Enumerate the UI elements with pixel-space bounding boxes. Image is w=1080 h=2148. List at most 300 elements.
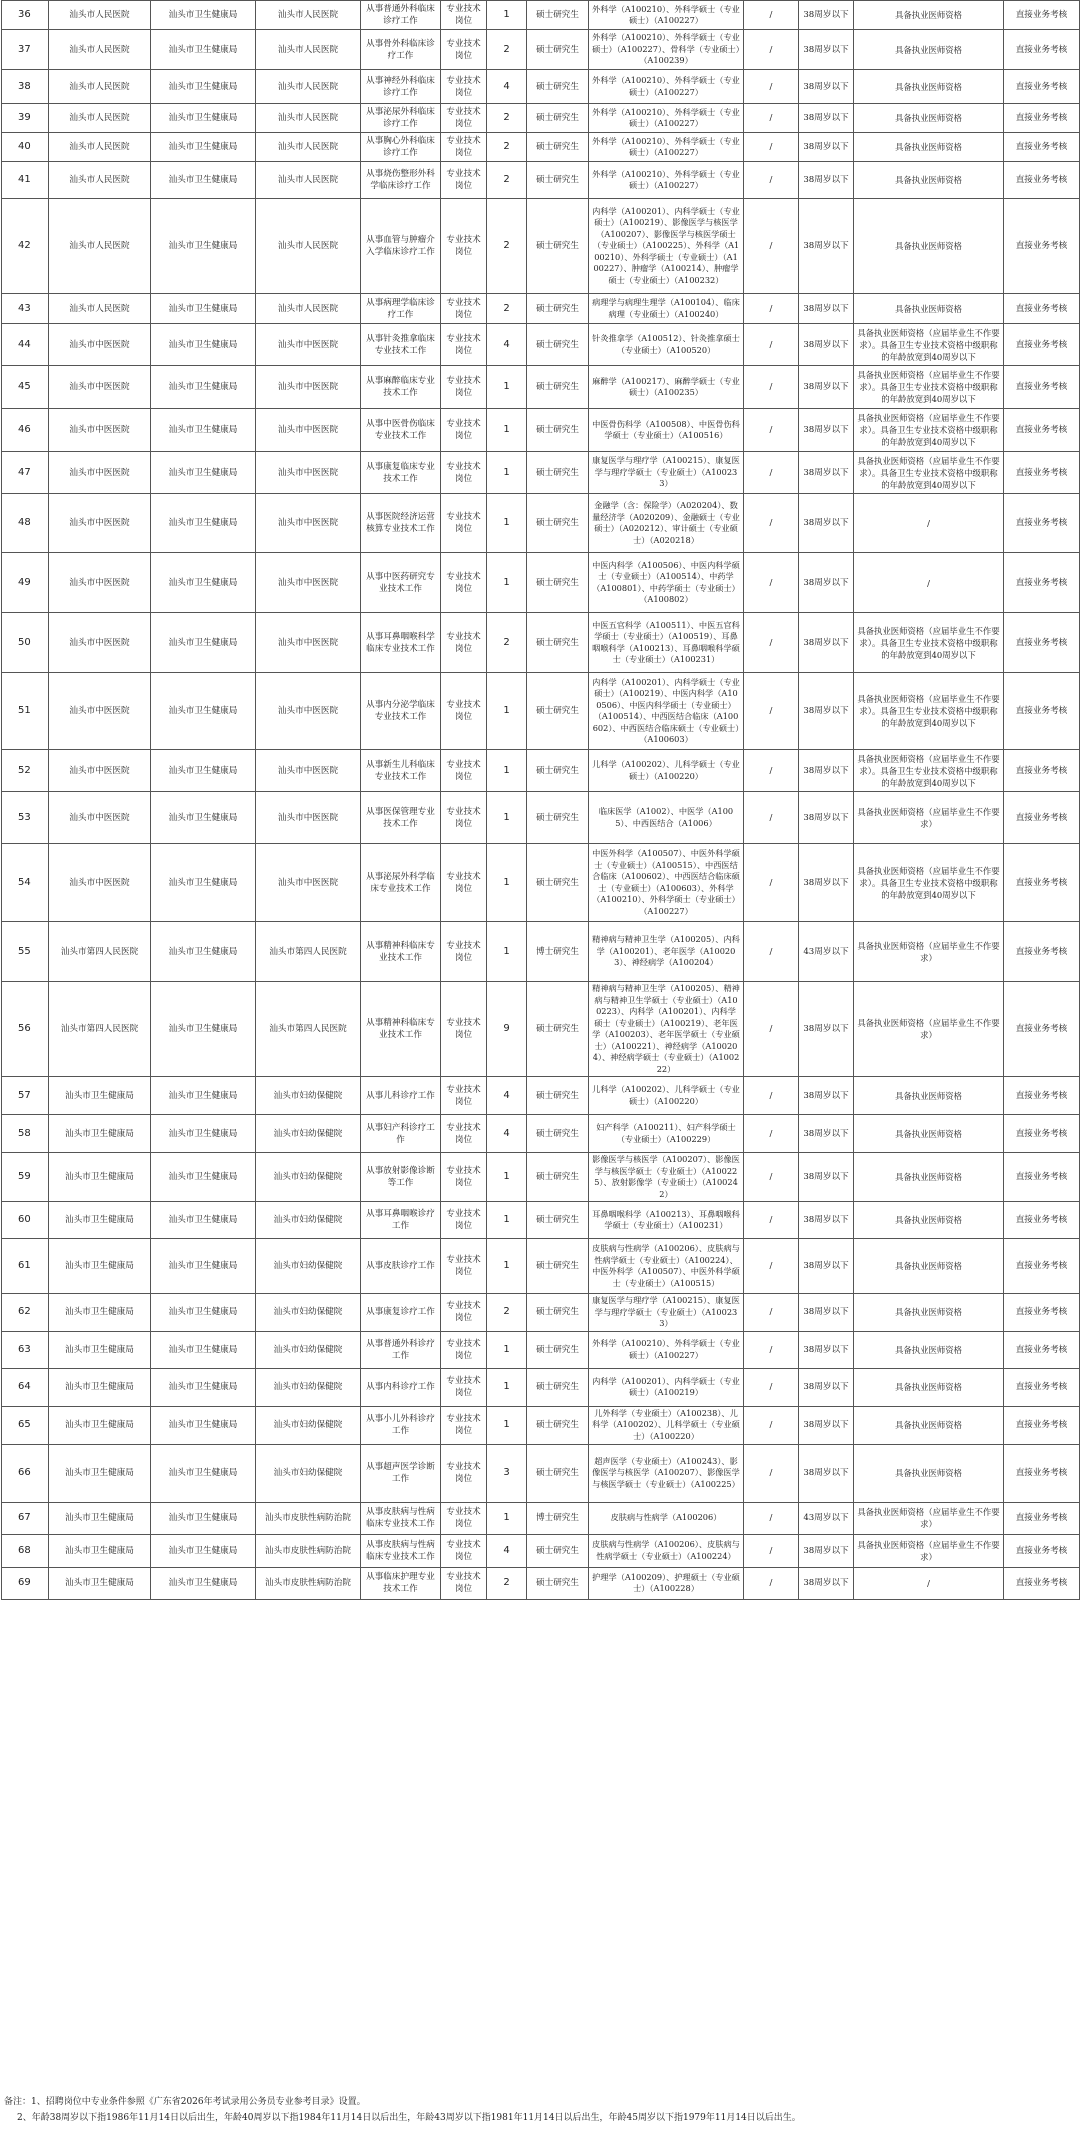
age-cell: 38周岁以下 — [799, 1115, 854, 1153]
notes — [4, 2094, 801, 2126]
department-cell: 汕头市卫生健康局 — [151, 1, 256, 30]
qualification-cell: / — [854, 494, 1004, 553]
department-cell: 汕头市卫生健康局 — [151, 294, 256, 324]
table-row — [2, 1239, 1080, 1294]
major-cell: 中医骨伤科学（A100508）、中医骨伤科学硕士（专业硕士）（A100516） — [589, 409, 744, 452]
employer-cell: 汕头市妇幼保健院 — [256, 1202, 361, 1239]
duty-cell: 从事超声医学诊断工作 — [361, 1444, 441, 1502]
note-line-1: 备注：1、招聘岗位中专业条件参照《广东省2026年考试录用公务员专业参考目录》设置。 — [4, 2097, 366, 2107]
age-cell: 38周岁以下 — [799, 1294, 854, 1332]
age-cell: 38周岁以下 — [799, 844, 854, 922]
duty-cell: 从事中医骨伤临床专业技术工作 — [361, 409, 441, 452]
duty-cell: 从事内分泌学临床专业技术工作 — [361, 673, 441, 750]
age-cell: 38周岁以下 — [799, 133, 854, 162]
post-type-cell: 专业技术岗位 — [441, 1368, 487, 1406]
duty-cell: 从事神经外科临床诊疗工作 — [361, 70, 441, 104]
other-cell: / — [744, 1331, 799, 1368]
major-cell: 影像医学与核医学（A100207）、影像医学与核医学硕士（专业硕士）（A100225）、放射影像学（专业硕士）（A100242） — [589, 1153, 744, 1202]
post-type-cell: 专业技术岗位 — [441, 1294, 487, 1332]
unit-cell: 汕头市人民医院 — [49, 162, 151, 199]
education-cell: 硕士研究生 — [527, 494, 589, 553]
duty-cell: 从事普通外科临床诊疗工作 — [361, 1, 441, 30]
education-cell: 硕士研究生 — [527, 104, 589, 133]
age-cell: 38周岁以下 — [799, 1331, 854, 1368]
other-cell: / — [744, 1368, 799, 1406]
post-type-cell: 专业技术岗位 — [441, 30, 487, 70]
major-cell: 皮肤病与性病学（A100206）、皮肤病与性病学硕士（专业硕士）（A100224） — [589, 1534, 744, 1567]
row-number-cell: 58 — [2, 1115, 49, 1153]
major-cell: 针灸推拿学（A100512）、针灸推拿硕士（专业硕士）（A100520） — [589, 324, 744, 366]
other-cell: / — [744, 133, 799, 162]
education-cell: 硕士研究生 — [527, 1444, 589, 1502]
table-row — [2, 1, 1080, 30]
major-cell: 超声医学（专业硕士）（A100243）、影像医学与核医学（A100207）、影像医学与核医学硕士（专业硕士）（A100225） — [589, 1444, 744, 1502]
department-cell: 汕头市卫生健康局 — [151, 1077, 256, 1115]
department-cell: 汕头市卫生健康局 — [151, 1153, 256, 1202]
headcount-cell: 1 — [487, 494, 527, 553]
job-positions-table — [1, 0, 1080, 1600]
exam-method-cell: 直接业务考核 — [1004, 1202, 1080, 1239]
department-cell: 汕头市卫生健康局 — [151, 494, 256, 553]
employer-cell: 汕头市人民医院 — [256, 1, 361, 30]
major-cell: 外科学（A100210）、外科学硕士（专业硕士）（A100227） — [589, 162, 744, 199]
department-cell: 汕头市卫生健康局 — [151, 844, 256, 922]
headcount-cell: 4 — [487, 1534, 527, 1567]
education-cell: 硕士研究生 — [527, 553, 589, 613]
age-cell: 38周岁以下 — [799, 1567, 854, 1599]
post-type-cell: 专业技术岗位 — [441, 922, 487, 982]
headcount-cell: 1 — [487, 1153, 527, 1202]
exam-method-cell: 直接业务考核 — [1004, 30, 1080, 70]
headcount-cell: 2 — [487, 162, 527, 199]
duty-cell: 从事病理学临床诊疗工作 — [361, 294, 441, 324]
qualification-cell: / — [854, 1567, 1004, 1599]
employer-cell: 汕头市皮肤性病防治院 — [256, 1567, 361, 1599]
duty-cell: 从事麻醉临床专业技术工作 — [361, 366, 441, 409]
row-number-cell: 63 — [2, 1331, 49, 1368]
headcount-cell: 1 — [487, 792, 527, 844]
major-cell: 麻醉学（A100217）、麻醉学硕士（专业硕士）（A100235） — [589, 366, 744, 409]
qualification-cell: 具备执业医师资格（应届毕业生不作要求）。具备卫生专业技术资格中级职称的年龄放宽到40周岁以下 — [854, 452, 1004, 494]
duty-cell: 从事胸心外科临床诊疗工作 — [361, 133, 441, 162]
other-cell: / — [744, 613, 799, 673]
post-type-cell: 专业技术岗位 — [441, 844, 487, 922]
headcount-cell: 1 — [487, 1331, 527, 1368]
unit-cell: 汕头市人民医院 — [49, 133, 151, 162]
education-cell: 硕士研究生 — [527, 1239, 589, 1294]
department-cell: 汕头市卫生健康局 — [151, 30, 256, 70]
headcount-cell: 1 — [487, 1202, 527, 1239]
other-cell: / — [744, 409, 799, 452]
table-row — [2, 1502, 1080, 1534]
row-number-cell: 53 — [2, 792, 49, 844]
exam-method-cell: 直接业务考核 — [1004, 750, 1080, 792]
education-cell: 硕士研究生 — [527, 199, 589, 294]
post-type-cell: 专业技术岗位 — [441, 199, 487, 294]
row-number-cell: 44 — [2, 324, 49, 366]
other-cell: / — [744, 1444, 799, 1502]
post-type-cell: 专业技术岗位 — [441, 1115, 487, 1153]
row-number-cell: 64 — [2, 1368, 49, 1406]
major-cell: 护理学（A100209）、护理硕士（专业硕士）（A100228） — [589, 1567, 744, 1599]
other-cell: / — [744, 1202, 799, 1239]
row-number-cell: 42 — [2, 199, 49, 294]
department-cell: 汕头市卫生健康局 — [151, 162, 256, 199]
unit-cell: 汕头市人民医院 — [49, 30, 151, 70]
unit-cell: 汕头市第四人民医院 — [49, 982, 151, 1077]
unit-cell: 汕头市卫生健康局 — [49, 1077, 151, 1115]
other-cell: / — [744, 1294, 799, 1332]
unit-cell: 汕头市卫生健康局 — [49, 1444, 151, 1502]
major-cell: 外科学（A100210）、外科学硕士（专业硕士）（A100227）、骨科学（专业硕士）（A100239） — [589, 30, 744, 70]
age-cell: 38周岁以下 — [799, 1202, 854, 1239]
age-cell: 38周岁以下 — [799, 452, 854, 494]
employer-cell: 汕头市中医医院 — [256, 844, 361, 922]
post-type-cell: 专业技术岗位 — [441, 133, 487, 162]
other-cell: / — [744, 844, 799, 922]
other-cell: / — [744, 494, 799, 553]
other-cell: / — [744, 1077, 799, 1115]
duty-cell: 从事医保管理专业技术工作 — [361, 792, 441, 844]
row-number-cell: 38 — [2, 70, 49, 104]
education-cell: 硕士研究生 — [527, 1368, 589, 1406]
qualification-cell: / — [854, 553, 1004, 613]
department-cell: 汕头市卫生健康局 — [151, 1444, 256, 1502]
employer-cell: 汕头市妇幼保健院 — [256, 1406, 361, 1444]
major-cell: 儿外科学（专业硕士）（A100238）、儿科学（A100202）、儿科学硕士（专业硕士）（A100220） — [589, 1406, 744, 1444]
qualification-cell: 具备执业医师资格 — [854, 1077, 1004, 1115]
department-cell: 汕头市卫生健康局 — [151, 613, 256, 673]
employer-cell: 汕头市皮肤性病防治院 — [256, 1534, 361, 1567]
unit-cell: 汕头市中医医院 — [49, 750, 151, 792]
post-type-cell: 专业技术岗位 — [441, 324, 487, 366]
row-number-cell: 41 — [2, 162, 49, 199]
employer-cell: 汕头市妇幼保健院 — [256, 1115, 361, 1153]
duty-cell: 从事放射影像诊断等工作 — [361, 1153, 441, 1202]
unit-cell: 汕头市中医医院 — [49, 844, 151, 922]
row-number-cell: 61 — [2, 1239, 49, 1294]
table-row — [2, 792, 1080, 844]
post-type-cell: 专业技术岗位 — [441, 982, 487, 1077]
exam-method-cell: 直接业务考核 — [1004, 452, 1080, 494]
unit-cell: 汕头市卫生健康局 — [49, 1567, 151, 1599]
major-cell: 妇产科学（A100211）、妇产科学硕士（专业硕士）（A100229） — [589, 1115, 744, 1153]
other-cell: / — [744, 30, 799, 70]
duty-cell: 从事妇产科诊疗工作 — [361, 1115, 441, 1153]
exam-method-cell: 直接业务考核 — [1004, 104, 1080, 133]
exam-method-cell: 直接业务考核 — [1004, 1406, 1080, 1444]
headcount-cell: 3 — [487, 1444, 527, 1502]
qualification-cell: 具备执业医师资格 — [854, 70, 1004, 104]
department-cell: 汕头市卫生健康局 — [151, 982, 256, 1077]
other-cell: / — [744, 1406, 799, 1444]
row-number-cell: 68 — [2, 1534, 49, 1567]
table-row — [2, 553, 1080, 613]
qualification-cell: 具备执业医师资格（应届毕业生不作要求） — [854, 922, 1004, 982]
major-cell: 康复医学与理疗学（A100215）、康复医学与理疗学硕士（专业硕士）（A100233） — [589, 1294, 744, 1332]
table-row — [2, 922, 1080, 982]
duty-cell: 从事泌尿外科学临床专业技术工作 — [361, 844, 441, 922]
age-cell: 43周岁以下 — [799, 922, 854, 982]
department-cell: 汕头市卫生健康局 — [151, 1567, 256, 1599]
exam-method-cell: 直接业务考核 — [1004, 324, 1080, 366]
major-cell: 康复医学与理疗学（A100215）、康复医学与理疗学硕士（专业硕士）（A100233） — [589, 452, 744, 494]
table-row — [2, 104, 1080, 133]
age-cell: 38周岁以下 — [799, 162, 854, 199]
employer-cell: 汕头市第四人民医院 — [256, 982, 361, 1077]
department-cell: 汕头市卫生健康局 — [151, 366, 256, 409]
qualification-cell: 具备执业医师资格 — [854, 1239, 1004, 1294]
other-cell: / — [744, 1534, 799, 1567]
education-cell: 硕士研究生 — [527, 1567, 589, 1599]
education-cell: 硕士研究生 — [527, 1153, 589, 1202]
age-cell: 38周岁以下 — [799, 1534, 854, 1567]
education-cell: 硕士研究生 — [527, 1202, 589, 1239]
row-number-cell: 50 — [2, 613, 49, 673]
unit-cell: 汕头市卫生健康局 — [49, 1294, 151, 1332]
department-cell: 汕头市卫生健康局 — [151, 553, 256, 613]
row-number-cell: 62 — [2, 1294, 49, 1332]
employer-cell: 汕头市妇幼保健院 — [256, 1077, 361, 1115]
unit-cell: 汕头市卫生健康局 — [49, 1406, 151, 1444]
qualification-cell: 具备执业医师资格 — [854, 1294, 1004, 1332]
age-cell: 38周岁以下 — [799, 553, 854, 613]
qualification-cell: 具备执业医师资格（应届毕业生不作要求） — [854, 1534, 1004, 1567]
table-row — [2, 1444, 1080, 1502]
unit-cell: 汕头市中医医院 — [49, 409, 151, 452]
employer-cell: 汕头市中医医院 — [256, 324, 361, 366]
education-cell: 硕士研究生 — [527, 70, 589, 104]
education-cell: 硕士研究生 — [527, 1, 589, 30]
unit-cell: 汕头市人民医院 — [49, 294, 151, 324]
major-cell: 儿科学（A100202）、儿科学硕士（专业硕士）（A100220） — [589, 750, 744, 792]
age-cell: 43周岁以下 — [799, 1502, 854, 1534]
employer-cell: 汕头市中医医院 — [256, 750, 361, 792]
other-cell: / — [744, 1567, 799, 1599]
exam-method-cell: 直接业务考核 — [1004, 494, 1080, 553]
education-cell: 硕士研究生 — [527, 1331, 589, 1368]
education-cell: 硕士研究生 — [527, 324, 589, 366]
education-cell: 硕士研究生 — [527, 133, 589, 162]
unit-cell: 汕头市中医医院 — [49, 452, 151, 494]
other-cell: / — [744, 982, 799, 1077]
education-cell: 硕士研究生 — [527, 1406, 589, 1444]
row-number-cell: 43 — [2, 294, 49, 324]
age-cell: 38周岁以下 — [799, 366, 854, 409]
exam-method-cell: 直接业务考核 — [1004, 1294, 1080, 1332]
headcount-cell: 4 — [487, 1077, 527, 1115]
department-cell: 汕头市卫生健康局 — [151, 922, 256, 982]
row-number-cell: 56 — [2, 982, 49, 1077]
headcount-cell: 2 — [487, 30, 527, 70]
post-type-cell: 专业技术岗位 — [441, 613, 487, 673]
age-cell: 38周岁以下 — [799, 792, 854, 844]
post-type-cell: 专业技术岗位 — [441, 1077, 487, 1115]
exam-method-cell: 直接业务考核 — [1004, 1, 1080, 30]
major-cell: 内科学（A100201）、内科学硕士（专业硕士）（A100219）、中医内科学（A100506）、中医内科学硕士（专业硕士）（A100514）、中西医结合临床（A100602）、中西医结合临床硕士（专业硕士）（A100603） — [589, 673, 744, 750]
other-cell: / — [744, 673, 799, 750]
major-cell: 儿科学（A100202）、儿科学硕士（专业硕士）（A100220） — [589, 1077, 744, 1115]
department-cell: 汕头市卫生健康局 — [151, 673, 256, 750]
employer-cell: 汕头市人民医院 — [256, 162, 361, 199]
age-cell: 38周岁以下 — [799, 30, 854, 70]
post-type-cell: 专业技术岗位 — [441, 1444, 487, 1502]
other-cell: / — [744, 70, 799, 104]
qualification-cell: 具备执业医师资格 — [854, 30, 1004, 70]
row-number-cell: 54 — [2, 844, 49, 922]
education-cell: 硕士研究生 — [527, 1077, 589, 1115]
table-row — [2, 1077, 1080, 1115]
duty-cell: 从事皮肤诊疗工作 — [361, 1239, 441, 1294]
unit-cell: 汕头市中医医院 — [49, 613, 151, 673]
qualification-cell: 具备执业医师资格（应届毕业生不作要求）。具备卫生专业技术资格中级职称的年龄放宽到40周岁以下 — [854, 324, 1004, 366]
headcount-cell: 1 — [487, 844, 527, 922]
other-cell: / — [744, 922, 799, 982]
major-cell: 精神病与精神卫生学（A100205）、精神病与精神卫生学硕士（专业硕士）（A100223）、内科学（A100201）、内科学硕士（专业硕士）（A100219）、老年医学（A100203）、老年医学硕士（专业硕士）（A100221）、神经病学（A100204）、神经病学硕士（专业硕士）（A100222） — [589, 982, 744, 1077]
post-type-cell: 专业技术岗位 — [441, 792, 487, 844]
duty-cell: 从事小儿外科诊疗工作 — [361, 1406, 441, 1444]
headcount-cell: 2 — [487, 294, 527, 324]
unit-cell: 汕头市中医医院 — [49, 324, 151, 366]
other-cell: / — [744, 792, 799, 844]
table-row — [2, 294, 1080, 324]
headcount-cell: 1 — [487, 1502, 527, 1534]
unit-cell: 汕头市中医医院 — [49, 553, 151, 613]
department-cell: 汕头市卫生健康局 — [151, 1115, 256, 1153]
age-cell: 38周岁以下 — [799, 1444, 854, 1502]
major-cell: 临床医学（A1002）、中医学（A1005）、中西医结合（A1006） — [589, 792, 744, 844]
department-cell: 汕头市卫生健康局 — [151, 324, 256, 366]
table-row — [2, 133, 1080, 162]
post-type-cell: 专业技术岗位 — [441, 1567, 487, 1599]
unit-cell: 汕头市人民医院 — [49, 104, 151, 133]
employer-cell: 汕头市中医医院 — [256, 409, 361, 452]
age-cell: 38周岁以下 — [799, 1368, 854, 1406]
other-cell: / — [744, 1153, 799, 1202]
table-row — [2, 1202, 1080, 1239]
row-number-cell: 67 — [2, 1502, 49, 1534]
qualification-cell: 具备执业医师资格 — [854, 1, 1004, 30]
table-row — [2, 1115, 1080, 1153]
other-cell: / — [744, 104, 799, 133]
unit-cell: 汕头市第四人民医院 — [49, 922, 151, 982]
headcount-cell: 2 — [487, 613, 527, 673]
unit-cell: 汕头市卫生健康局 — [49, 1502, 151, 1534]
education-cell: 硕士研究生 — [527, 409, 589, 452]
row-number-cell: 36 — [2, 1, 49, 30]
qualification-cell: 具备执业医师资格 — [854, 199, 1004, 294]
exam-method-cell: 直接业务考核 — [1004, 133, 1080, 162]
unit-cell: 汕头市卫生健康局 — [49, 1331, 151, 1368]
major-cell: 内科学（A100201）、内科学硕士（专业硕士）（A100219） — [589, 1368, 744, 1406]
headcount-cell: 1 — [487, 452, 527, 494]
headcount-cell: 1 — [487, 750, 527, 792]
education-cell: 硕士研究生 — [527, 1294, 589, 1332]
row-number-cell: 39 — [2, 104, 49, 133]
row-number-cell: 51 — [2, 673, 49, 750]
exam-method-cell: 直接业务考核 — [1004, 792, 1080, 844]
headcount-cell: 2 — [487, 1567, 527, 1599]
other-cell: / — [744, 162, 799, 199]
education-cell: 博士研究生 — [527, 1502, 589, 1534]
department-cell: 汕头市卫生健康局 — [151, 1294, 256, 1332]
table-row — [2, 452, 1080, 494]
qualification-cell: 具备执业医师资格 — [854, 1368, 1004, 1406]
qualification-cell: 具备执业医师资格（应届毕业生不作要求）。具备卫生专业技术资格中级职称的年龄放宽到40周岁以下 — [854, 366, 1004, 409]
department-cell: 汕头市卫生健康局 — [151, 70, 256, 104]
unit-cell: 汕头市人民医院 — [49, 1, 151, 30]
qualification-cell: 具备执业医师资格 — [854, 1444, 1004, 1502]
table-row — [2, 324, 1080, 366]
education-cell: 硕士研究生 — [527, 792, 589, 844]
post-type-cell: 专业技术岗位 — [441, 750, 487, 792]
duty-cell: 从事耳鼻咽喉科学临床专业技术工作 — [361, 613, 441, 673]
exam-method-cell: 直接业务考核 — [1004, 1567, 1080, 1599]
post-type-cell: 专业技术岗位 — [441, 494, 487, 553]
major-cell: 中医内科学（A100506）、中医内科学硕士（专业硕士）（A100514）、中药学（A100801）、中药学硕士（专业硕士）（A100802） — [589, 553, 744, 613]
headcount-cell: 1 — [487, 922, 527, 982]
duty-cell: 从事针灸推拿临床专业技术工作 — [361, 324, 441, 366]
post-type-cell: 专业技术岗位 — [441, 294, 487, 324]
qualification-cell: 具备执业医师资格 — [854, 1115, 1004, 1153]
duty-cell: 从事儿科诊疗工作 — [361, 1077, 441, 1115]
duty-cell: 从事耳鼻咽喉诊疗工作 — [361, 1202, 441, 1239]
post-type-cell: 专业技术岗位 — [441, 1239, 487, 1294]
other-cell: / — [744, 1115, 799, 1153]
exam-method-cell: 直接业务考核 — [1004, 553, 1080, 613]
exam-method-cell: 直接业务考核 — [1004, 70, 1080, 104]
table-row — [2, 162, 1080, 199]
qualification-cell: 具备执业医师资格（应届毕业生不作要求）。具备卫生专业技术资格中级职称的年龄放宽到40周岁以下 — [854, 613, 1004, 673]
note-line-2: 2、年龄38周岁以下指1986年11月14日以后出生，年龄40周岁以下指1984年11月14日以后出生，年龄43周岁以下指1981年11月14日以后出生，年龄45周岁以下指1979年11月14日以后出生。 — [17, 2113, 801, 2123]
duty-cell: 从事普通外科诊疗工作 — [361, 1331, 441, 1368]
duty-cell: 从事血管与肿瘤介入学临床诊疗工作 — [361, 199, 441, 294]
age-cell: 38周岁以下 — [799, 1153, 854, 1202]
education-cell: 硕士研究生 — [527, 613, 589, 673]
employer-cell: 汕头市妇幼保健院 — [256, 1294, 361, 1332]
post-type-cell: 专业技术岗位 — [441, 162, 487, 199]
exam-method-cell: 直接业务考核 — [1004, 1502, 1080, 1534]
department-cell: 汕头市卫生健康局 — [151, 1202, 256, 1239]
employer-cell: 汕头市人民医院 — [256, 30, 361, 70]
exam-method-cell: 直接业务考核 — [1004, 1239, 1080, 1294]
duty-cell: 从事皮肤病与性病临床专业技术工作 — [361, 1534, 441, 1567]
post-type-cell: 专业技术岗位 — [441, 1, 487, 30]
other-cell: / — [744, 324, 799, 366]
education-cell: 硕士研究生 — [527, 982, 589, 1077]
row-number-cell: 47 — [2, 452, 49, 494]
education-cell: 硕士研究生 — [527, 30, 589, 70]
row-number-cell: 48 — [2, 494, 49, 553]
unit-cell: 汕头市中医医院 — [49, 366, 151, 409]
employer-cell: 汕头市中医医院 — [256, 613, 361, 673]
education-cell: 硕士研究生 — [527, 162, 589, 199]
employer-cell: 汕头市中医医院 — [256, 452, 361, 494]
major-cell: 皮肤病与性病学（A100206） — [589, 1502, 744, 1534]
department-cell: 汕头市卫生健康局 — [151, 1239, 256, 1294]
qualification-cell: 具备执业医师资格 — [854, 1331, 1004, 1368]
employer-cell: 汕头市皮肤性病防治院 — [256, 1502, 361, 1534]
employer-cell: 汕头市人民医院 — [256, 294, 361, 324]
department-cell: 汕头市卫生健康局 — [151, 104, 256, 133]
table-row — [2, 30, 1080, 70]
major-cell: 外科学（A100210）、外科学硕士（专业硕士）（A100227） — [589, 70, 744, 104]
other-cell: / — [744, 750, 799, 792]
row-number-cell: 66 — [2, 1444, 49, 1502]
employer-cell: 汕头市妇幼保健院 — [256, 1239, 361, 1294]
row-number-cell: 57 — [2, 1077, 49, 1115]
unit-cell: 汕头市卫生健康局 — [49, 1202, 151, 1239]
